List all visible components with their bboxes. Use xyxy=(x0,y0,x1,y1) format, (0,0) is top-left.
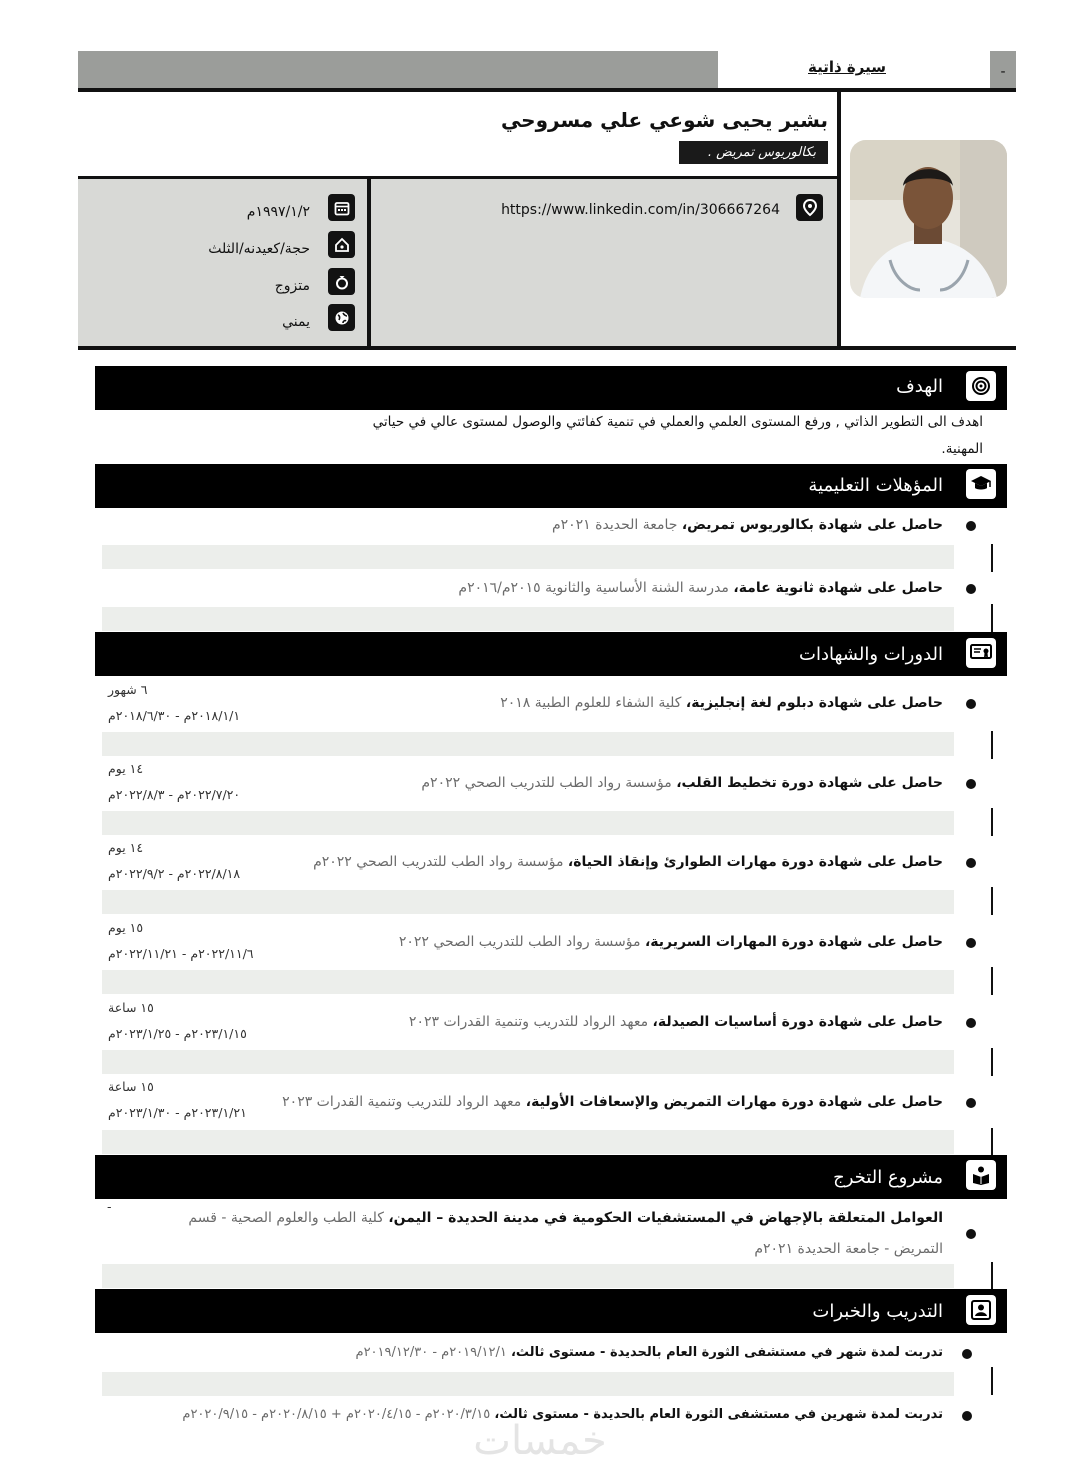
bullet xyxy=(966,779,976,789)
objective-text-line2: المهنية. xyxy=(941,441,983,457)
timeline-bar xyxy=(991,1367,993,1395)
course-item: حاصل على شهادة دبلوم لغة إنجليزية، كلية الشفاء للعلوم الطبية ٢٠١٨ xyxy=(500,695,943,711)
linkedin-link[interactable]: https://www.linkedin.com/in/306667264 xyxy=(501,202,780,218)
course-item: حاصل على شهادة دورة مهارات التمريض والإسعافات الأولية، معهد الرواد للتدريب وتنمية القدرات ٢٠٢٣ xyxy=(282,1094,943,1110)
timeline-bar xyxy=(991,1128,993,1156)
row-separator xyxy=(102,1130,954,1154)
frame-bottom-line xyxy=(78,346,1016,350)
course-duration: ١٤ يوم xyxy=(108,840,144,855)
section-title-objective: الهدف xyxy=(896,376,943,397)
course-duration: ١٥ ساعة xyxy=(108,1000,154,1015)
bullet xyxy=(962,1349,972,1359)
course-duration: ١٥ يوم xyxy=(108,920,144,935)
timeline-bar xyxy=(991,967,993,995)
row-separator xyxy=(102,732,954,756)
graduation-project-detail: التمريض - جامعة الحديدة ٢٠٢١م xyxy=(754,1241,943,1257)
course-dates: ٢٠٢٢/٨/١٨م - ٢٠٢٢/٩/٢م xyxy=(108,866,241,881)
document-title: سيرة ذاتية xyxy=(808,58,886,76)
row-separator xyxy=(102,1372,954,1396)
row-separator xyxy=(102,811,954,835)
course-item: حاصل على شهادة دورة أساسيات الصيدلة، معهد الرواد للتدريب وتنمية القدرات ٢٠٢٣ xyxy=(408,1014,943,1030)
bullet xyxy=(962,1411,972,1421)
graduation-cap-icon xyxy=(966,469,996,499)
person-name: بشير يحيى شوعي علي مسروحي xyxy=(500,108,828,132)
home-icon xyxy=(328,231,355,258)
timeline-bar xyxy=(991,604,993,632)
course-dates: ٢٠٢٣/١/١٥م - ٢٠٢٣/١/٢٥م xyxy=(108,1026,247,1041)
bullet xyxy=(966,938,976,948)
book-reader-icon xyxy=(966,1160,996,1190)
course-dates: ٢٠٢٢/٧/٢٠م - ٢٠٢٢/٨/٣م xyxy=(108,787,241,802)
row-separator xyxy=(102,1050,954,1074)
bullet xyxy=(966,1098,976,1108)
timeline-bar xyxy=(991,544,993,572)
frame-divider-photo xyxy=(837,92,841,348)
training-item: تدربت لمدة شهر في مستشفى الثورة العام بالحديدة - مستوى ثالث، ٢٠١٩/١٢/١م - ٢٠١٩/١٢/٣٠م xyxy=(355,1345,943,1360)
section-title-education: المؤهلات التعليمية xyxy=(808,475,943,496)
degree-badge: بكالوريوس تمريض . xyxy=(679,141,828,164)
birth-date: ١٩٩٧/١/٢م xyxy=(246,204,310,220)
globe-icon xyxy=(328,304,355,331)
course-item: حاصل على شهادة دورة المهارات السريرية، مؤسسة رواد الطب للتدريب الصحي ٢٠٢٢ xyxy=(398,934,943,950)
bullet xyxy=(966,584,976,594)
course-dates: ٢٠١٨/١/١م - ٢٠١٨/٦/٣٠م xyxy=(108,708,241,723)
person-badge-icon xyxy=(966,1295,996,1325)
row-separator xyxy=(102,890,954,914)
bullet xyxy=(966,521,976,531)
graduation-side-mark: - xyxy=(107,1199,112,1214)
ring-icon xyxy=(328,268,355,295)
bullet xyxy=(966,1229,976,1239)
course-duration: ٦ شهور xyxy=(108,682,148,697)
education-item: حاصل على شهادة بكالوريوس تمريض، جامعة الحديدة ٢٠٢١م xyxy=(551,517,943,533)
certificate-icon xyxy=(966,638,996,668)
training-item: تدربت لمدة شهرين في مستشفى الثورة العام بالحديدة - مستوى ثالث، ٢٠٢٠/٣/١٥م - ٢٠٢٠/٤/١٥م + ٢٠٢٠/٨/١٥م - ٢٠٢٠/٩/١٥م xyxy=(182,1407,943,1422)
timeline-bar xyxy=(991,887,993,915)
course-item: حاصل على شهادة دورة مهارات الطوارئ وإنقاذ الحياة، مؤسسة رواد الطب للتدريب الصحي ٢٠٢٢م xyxy=(313,854,943,870)
calendar-icon xyxy=(328,194,355,221)
course-duration: ١٤ يوم xyxy=(108,761,144,776)
row-separator xyxy=(102,607,954,631)
row-separator xyxy=(102,970,954,994)
course-duration: ١٥ ساعة xyxy=(108,1079,154,1094)
target-icon xyxy=(966,371,996,401)
frame-top-line xyxy=(78,88,1016,92)
course-dates: ٢٠٢٣/١/٢١م - ٢٠٢٣/١/٣٠م xyxy=(108,1105,247,1120)
objective-text-line1: اهدف الى التطوير الذاتي , ورفع المستوى العلمي والعملي في تنمية كفائتي والوصول لمستوى عالي في حياتي xyxy=(372,414,983,430)
watermark-logo: خمسات xyxy=(473,1418,607,1464)
bullet xyxy=(966,858,976,868)
row-separator xyxy=(102,545,954,569)
course-dates: ٢٠٢٢/١١/٦م - ٢٠٢٢/١١/٢١م xyxy=(108,946,254,961)
timeline-bar xyxy=(991,1048,993,1076)
graduation-project-title: العوامل المتعلقة بالإجهاض في المستشفيات الحكومية في مدينة الحديدة – اليمن، كلية الطب والعلوم الصحية - قسم xyxy=(188,1210,943,1226)
course-item: حاصل على شهادة دورة تخطيط القلب، مؤسسة رواد الطب للتدريب الصحي ٢٠٢٢م xyxy=(421,775,943,791)
location-pin-icon xyxy=(796,194,823,221)
profile-photo xyxy=(850,140,1007,298)
header-corner-mark: - xyxy=(1000,64,1006,80)
education-item: حاصل على شهادة ثانوية عامة، مدرسة الشنة الأساسية والثانوية ٢٠١٥م/٢٠١٦م xyxy=(458,580,943,596)
marital-status: متزوج xyxy=(274,278,310,294)
timeline-bar xyxy=(991,808,993,836)
section-title-courses: الدورات والشهادات xyxy=(799,644,943,665)
section-title-graduation: مشروع التخرج xyxy=(833,1167,943,1188)
section-title-training: التدريب والخبرات xyxy=(812,1301,943,1322)
address: حجة/كعيدنه/الثلث xyxy=(208,241,310,257)
bullet xyxy=(966,1018,976,1028)
timeline-bar xyxy=(991,1262,993,1290)
timeline-bar xyxy=(991,731,993,759)
nationality: يمني xyxy=(282,314,310,330)
bullet xyxy=(966,699,976,709)
row-separator xyxy=(102,1264,954,1288)
